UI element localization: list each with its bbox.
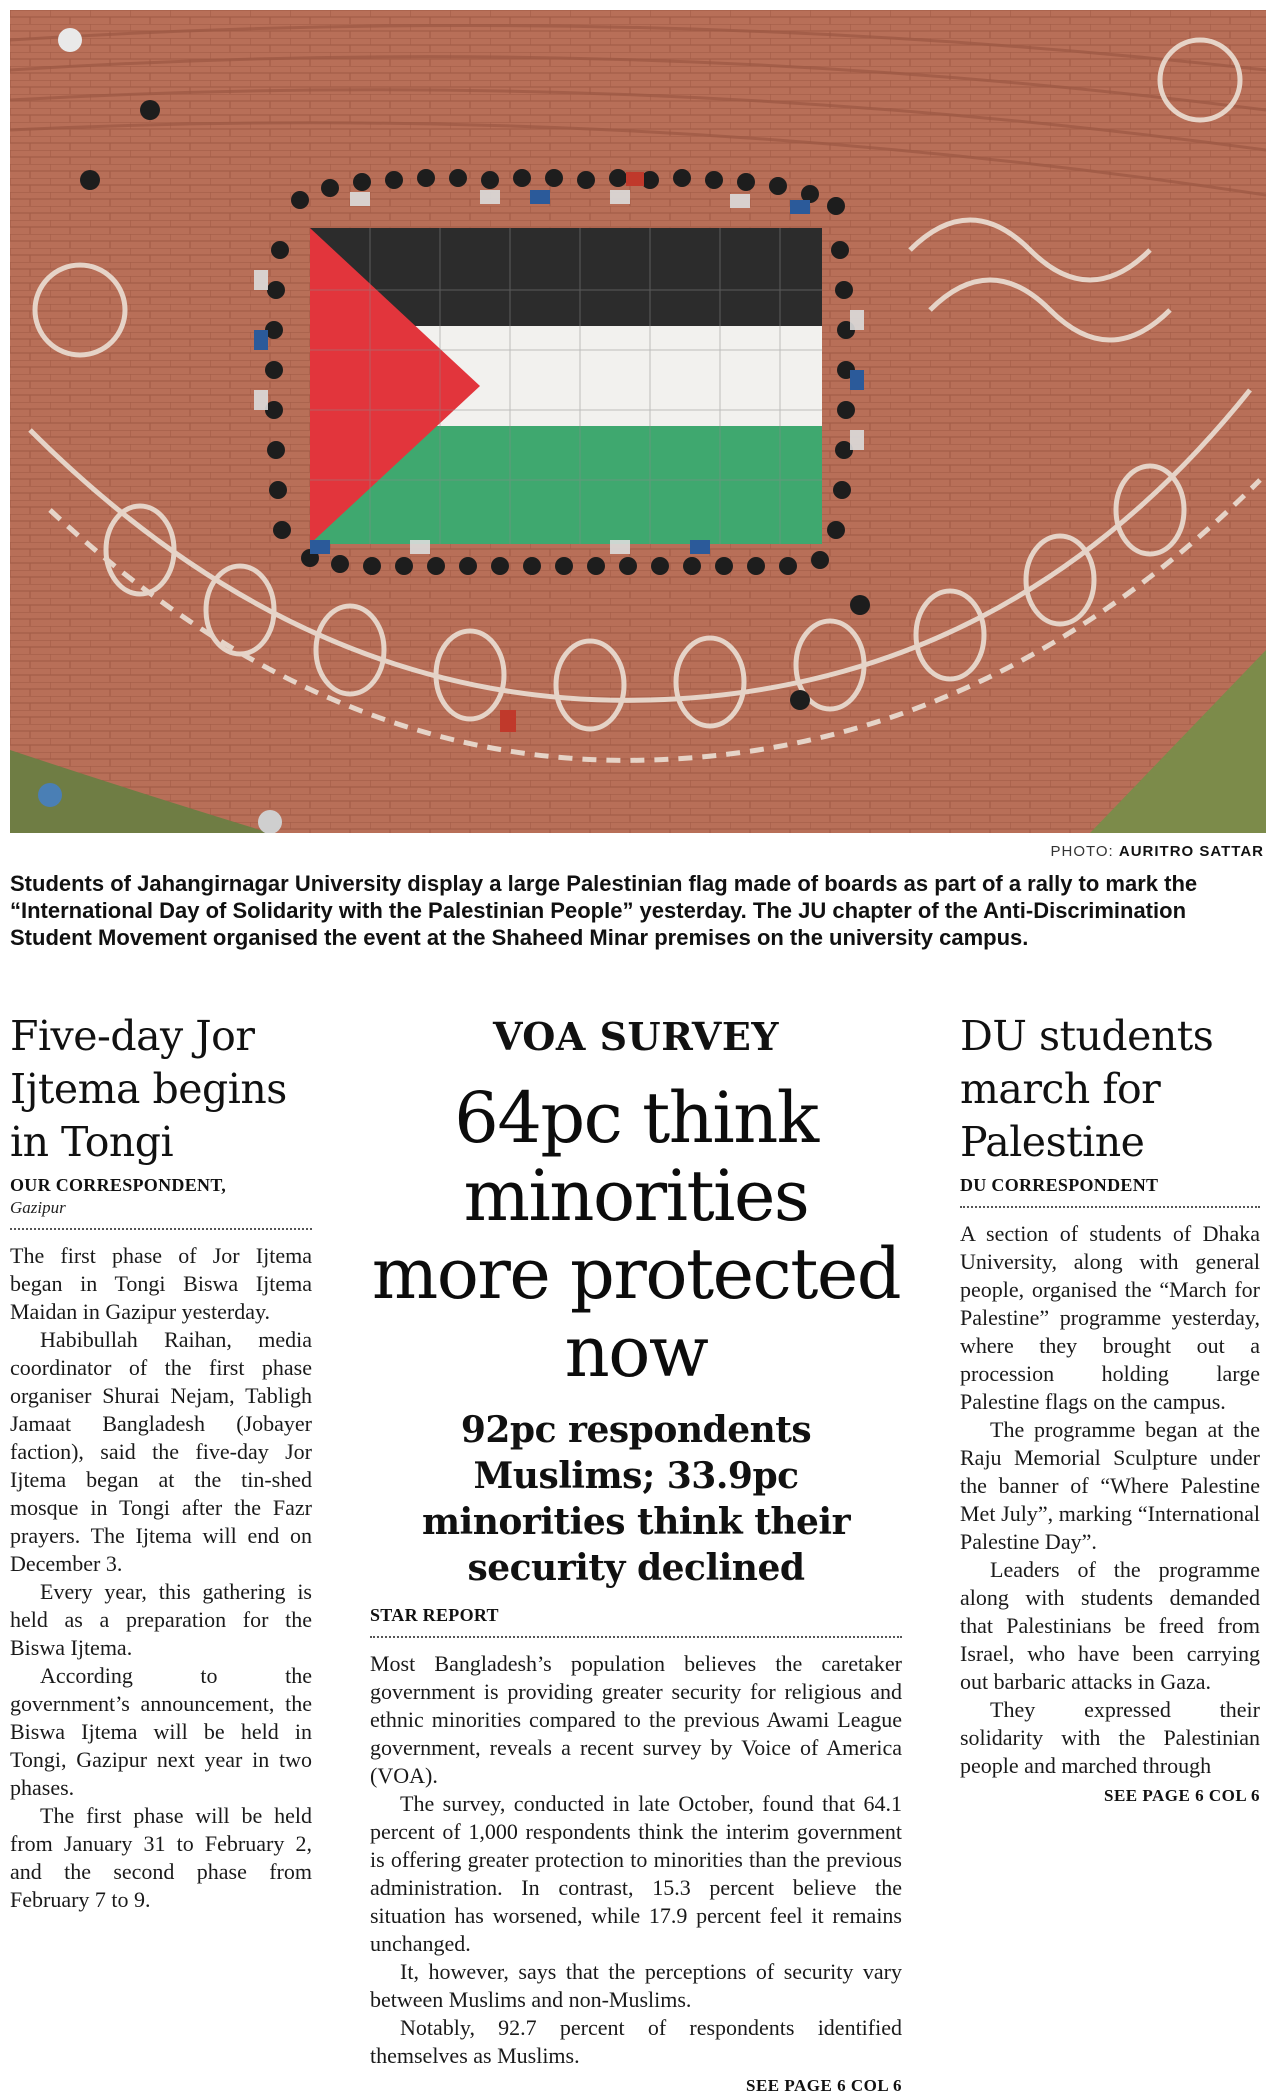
paragraph: A section of students of Dhaka University, along with general people, organised the “March for Palestine” programme yesterday, where they brought out a procession holding large Palestine flags on the campus. [960,1221,1260,1414]
right-story-byline: DU CORRESPONDENT [960,1175,1159,1195]
photo-credit-label: PHOTO: [1050,843,1114,860]
news-photo [10,10,1266,833]
main-story-kicker: VOA SURVEY [492,1014,779,1059]
palestinian-flag [310,228,822,544]
photo-credit [1050,843,1264,860]
main-story-byline: STAR REPORT [370,1605,499,1625]
right-story [960,1010,1260,1806]
paragraph: Notably, 92.7 percent of respondents identified themselves as Muslims. [370,2015,902,2068]
photo-credit-name: AURITRO SATTAR [1118,843,1264,860]
paragraph: Every year, this gathering is held as a preparation for the Biswa Ijtema. [10,1579,312,1660]
paragraph: Habibullah Raihan, media coordinator of the first phase organiser Shurai Nejam, Tabligh Jamaat Bangladesh (Jobayer faction), said the five-day Jor Ijtema began at the tin-shed mosque in Tongi after the Fazr prayers. The Ijtema will end on December 3. [10,1327,312,1576]
main-story-body [370,1650,902,2070]
paragraph: It, however, says that the perceptions of security vary between Muslims and non-Muslims. [370,1959,902,2012]
right-story-body [960,1220,1260,1780]
left-story-headline: Five-day Jor Ijtema begins in Tongi [10,1012,287,1166]
paragraph: Most Bangladesh’s population believes the caretaker government is providing greater security for religious and ethnic minorities compared to the previous Awami League government, reveals a recent survey by Voice of America (VOA). [370,1651,902,1788]
photo-caption: Students of Jahangirnagar University display a large Palestinian flag made of boards as part of a rally to mark the “International Day of Solidarity with the Palestinian People” yesterday. The JU chapter of the Anti-Discrimination Student Movement organised the event at the Shaheed Minar premises on the university campus. [10,871,1198,950]
paragraph: The programme began at the Raju Memorial Sculpture under the banner of “Where Palestine Met July”, marking “International Palestine Day”. [960,1417,1260,1554]
divider [370,1636,902,1638]
paragraph: The first phase of Jor Ijtema began in Tongi Biswa Ijtema Maidan in Gazipur yesterday. [10,1243,312,1324]
divider [10,1228,312,1230]
paragraph: Leaders of the programme along with students demanded that Palestinians be freed from Israel, who have been carrying out barbaric attacks in Gaza. [960,1557,1260,1694]
main-story-jump: SEE PAGE 6 COL 6 [746,2076,902,2095]
left-story-dateline: Gazipur [10,1198,66,1217]
aerial-flag-photo [10,10,1266,833]
main-story-headline: 64pc think minorities more protected now [371,1077,901,1393]
right-story-jump: SEE PAGE 6 COL 6 [1104,1786,1260,1805]
left-story [10,1010,312,1914]
left-story-byline: OUR CORRESPONDENT, [10,1175,227,1195]
paragraph: The survey, conducted in late October, found that 64.1 percent of 1,000 respondents think the interim government is offering greater protection to minorities than the previous administration. In contrast, 15.3 percent believe the situation has worsened, while 17.9 percent feel it remains unchanged. [370,1791,902,1956]
main-story [370,1010,902,2096]
divider [960,1206,1260,1208]
main-story-subhead: 92pc respondents Muslims; 33.9pc minorities think their security declined [421,1409,851,1589]
left-story-body [10,1242,312,1914]
right-story-headline: DU students march for Palestine [960,1012,1214,1166]
paragraph: They expressed their solidarity with the Palestinian people and marched through [960,1697,1260,1778]
paragraph: According to the government’s announcement, the Biswa Ijtema will be held in Tongi, Gazipur next year in two phases. [10,1663,312,1800]
paragraph: The first phase will be held from January 31 to February 2, and the second phase from February 7 to 9. [10,1803,312,1912]
